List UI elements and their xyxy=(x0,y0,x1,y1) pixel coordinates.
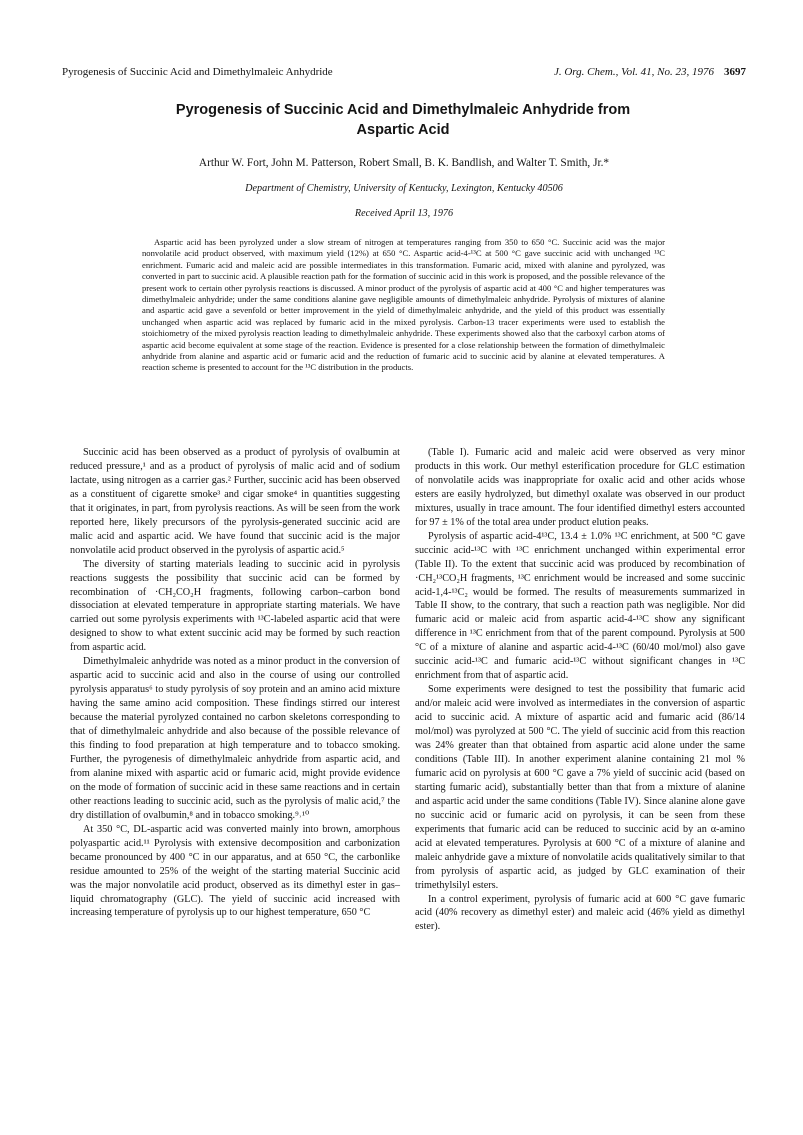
body-column-right xyxy=(415,446,745,934)
article-title-line-1: Pyrogenesis of Succinic Acid and Dimethylmaleic Anhydride from xyxy=(175,102,631,118)
paragraph: At 350 °C, DL-aspartic acid was converted mainly into brown, amorphous polyaspartic acid.¹¹ Pyrolysis with extensive decomposition and carbonization became pronounced by 400 °C in our apparatus, and at 650 °C, the carbonlike residue amounted to 25% of the weight of the starting material Succinic acid was the major nonvolatile acid product, observed as its dimethyl ester in gas–liquid chromatography (GLC). The yield of succinic acid increased with increasing temperature of pyrolysis up to our highest temperature, 650 °C xyxy=(70,823,400,919)
abstract: Aspartic acid has been pyrolyzed under a slow stream of nitrogen at temperatures ranging from 350 to 650 °C. Succinic acid was the major nonvolatile acid product observed, with maximum yield (12%) at 650 °C. Aspartic acid-4-¹³C at 500 °C gave succinic acid with unchanged ¹³C enrichment. Fumaric acid and maleic acid are possible intermediates in this transformation. Fumaric acid, mixed with alanine and pyrolyzed, was converted in part to succinic acid. A plausible reaction path for the formation of succinic acid in this work is proposed, and the possible relevance of the present work to certain other pyrolysis reactions is discussed. A minor product of the pyrolysis of aspartic acid at 400 °C and higher temperatures was dimethylmaleic anhydride; under the same conditions alanine gave negligible amounts of dimethylmaleic anhydride. Pyrolysis of mixtures of alanine and aspartic acid gave a sevenfold or better improvement in the yield of dimethylmaleic anhydride, and the yield of this product was essentially unchanged when aspartic acid was replaced by fumaric acid in the mixed pyrolysis. Carbon-13 tracer experiments were used to establish the stoichiometry of the mixed pyrolysis reaction leading to dimethylmaleic anhydride. These experiments showed also that the carboxyl carbon atoms of aspartic acid become equivalent at some stage of the reaction. Evidence is presented for a close relationship between the formation of dimethylmaleic anhydride from alanine and aspartic acid or fumaric acid and the reduction of fumaric acid to succinic acid by alanine at elevated temperatures. A reaction scheme is presented to account for the ¹³C distribution in the products. xyxy=(142,237,665,373)
article-title xyxy=(100,100,706,140)
article-title-line-2: Aspartic Acid xyxy=(356,122,450,138)
running-head-title: Pyrogenesis of Succinic Acid and Dimethylmaleic Anhydride xyxy=(62,66,333,78)
paragraph: Some experiments were designed to test the possibility that fumaric acid and/or maleic acid were involved as intermediates in the conversion of aspartic acid to succinic acid. A mixture of aspartic acid and fumaric acid (86/14 mol/mol) was pyrolyzed at 500 °C. The yield of succinic acid from this reaction was 24% greater than that obtained from aspartic acid alone under the same conditions (Table III). In another experiment alanine containing 21 mol % fumaric acid on pyrolysis at 600 °C gave a 7% yield of succinic acid (based on starting fumaric acid), substantially better than that from a mixture of alanine and aspartic acid under the same conditions (Table IV). Since alanine alone gave no succinic acid or fumaric acid on pyrolysis, it can be seen from these experiments that fumaric acid can be reduced to succinic acid by an α-amino acid at elevated temperatures. Pyrolysis at 600 °C of a mixture of alanine and maleic anhydride gave a mixture of nonvolatile acids qualitatively similar to that from pyrolysis of aspartic acid, as judged by GLC examination of their trimethylsilyl esters. xyxy=(415,684,745,891)
paragraph: Succinic acid has been observed as a product of pyrolysis of ovalbumin at reduced pressure,¹ and as a product of pyrolysis of malic acid and of sodium lactate, using nitrogen as a carrier gas.² Further, succinic acid has been observed as a constituent of cigarette smoke³ and cigar smoke⁴ in quantities suggesting that it originates, in part, from pyrolysis reactions. As will be seen from the work reported here, likely precursors of the pyrolysis-generated succinic acid are malic acid and aspartic acid. We have found that succinic acid is the major nonvolatile acid product observed in the pyrolysis of aspartic acid.⁵ xyxy=(70,447,400,556)
page-number: 3697 xyxy=(724,66,746,78)
paragraph: Pyrolysis of aspartic acid-4¹³C, 13.4 ± 1.0% ¹³C enrichment, at 500 °C gave succinic acid-¹³C with ¹³C enrichment unchanged within experimental error (Table II). To the extent that succinic acid was produced by recombination of ·CH₂¹³CO₂H fragments, ¹³C enrichment would be increased and some succinic acid-1,4-¹³C₂ would be formed. The results of measurements summarized in Table II show, to the contrary, that such a reaction path was negligible. Nor did fumaric acid or maleic acid from aspartic acid-4-¹³C show any significant difference in ¹³C enrichment from that of the parent compound. Pyrolysis at 500 °C of a mixture of alanine and aspartic acid-4-¹³C (60/40 mol/mol) also gave succinic acid-¹³C and fumaric acid-¹³C without significant changes in ¹³C enrichment from that of aspartic acid. xyxy=(415,530,745,682)
paragraph: The diversity of starting materials leading to succinic acid in pyrolysis reactions suggests the possibility that succinic acid can be formed by recombination of ·CH₂CO₂H fragments, following carbon–carbon bond dissociation at elevated temperature in appropriate starting materials. We have carried out some pyrolysis experiments with ¹³C-labeled aspartic acid that were designed to show to what extent succinic acid may be formed by such reaction from aspartic acid. xyxy=(70,558,400,654)
paragraph: In a control experiment, pyrolysis of fumaric acid at 600 °C gave fumaric acid (40% recovery as dimethyl ester) and maleic acid (46% yield as dimethyl ester). xyxy=(415,893,745,933)
journal-citation xyxy=(554,66,746,78)
paragraph: Dimethylmaleic anhydride was noted as a minor product in the conversion of aspartic acid to succinic acid and also in the course of using our controlled pyrolysis apparatus⁶ to study pyrolysis of soy protein and an amino acid mixture having the same amino acid composition. These findings stirred our interest because the material pyrolyzed contained no carbon skeletons corresponding to that of dimethylmaleic anhydride and also because of the possible relevance of this finding to food preparation at high temperature and to tobacco smoking. Further, the pyrogenesis of dimethylmaleic anhydride from aspartic acid, and from alanine mixed with aspartic acid or fumaric acid, might provide evidence on the mode of formation of succinic acid in these same reactions and in certain other reactions leading to succinic acid, such as the pyrolysis of malic acid,⁷ the dry distillation of ovalbumin,⁸ and in tobacco smoking.⁹˒¹⁰ xyxy=(70,656,400,821)
affiliation: Department of Chemistry, University of Kentucky, Lexington, Kentucky 40506 xyxy=(245,183,563,194)
body-column-left xyxy=(70,446,400,920)
journal-name: J. Org. Chem., Vol. 41, No. 23, 1976 xyxy=(553,66,714,78)
paragraph: (Table I). Fumaric acid and maleic acid were observed as very minor products in this work. Our methyl esterification procedure for GLC estimation of nonvolatile acids was inappropriate for oxalic acid and other acids whose esters are easily hydrolyzed, but dimethyl oxalate was observed in our product mixtures, usually in trace amount. The four identified dimethyl esters accounted for 97 ± 1% of the total area under product elution peaks. xyxy=(415,447,745,528)
received-date: Received April 13, 1976 xyxy=(354,208,454,219)
author-list: Arthur W. Fort, John M. Patterson, Robert Small, B. K. Bandlish, and Walter T. Smith, Jr.* xyxy=(198,157,610,169)
running-head xyxy=(62,66,746,82)
